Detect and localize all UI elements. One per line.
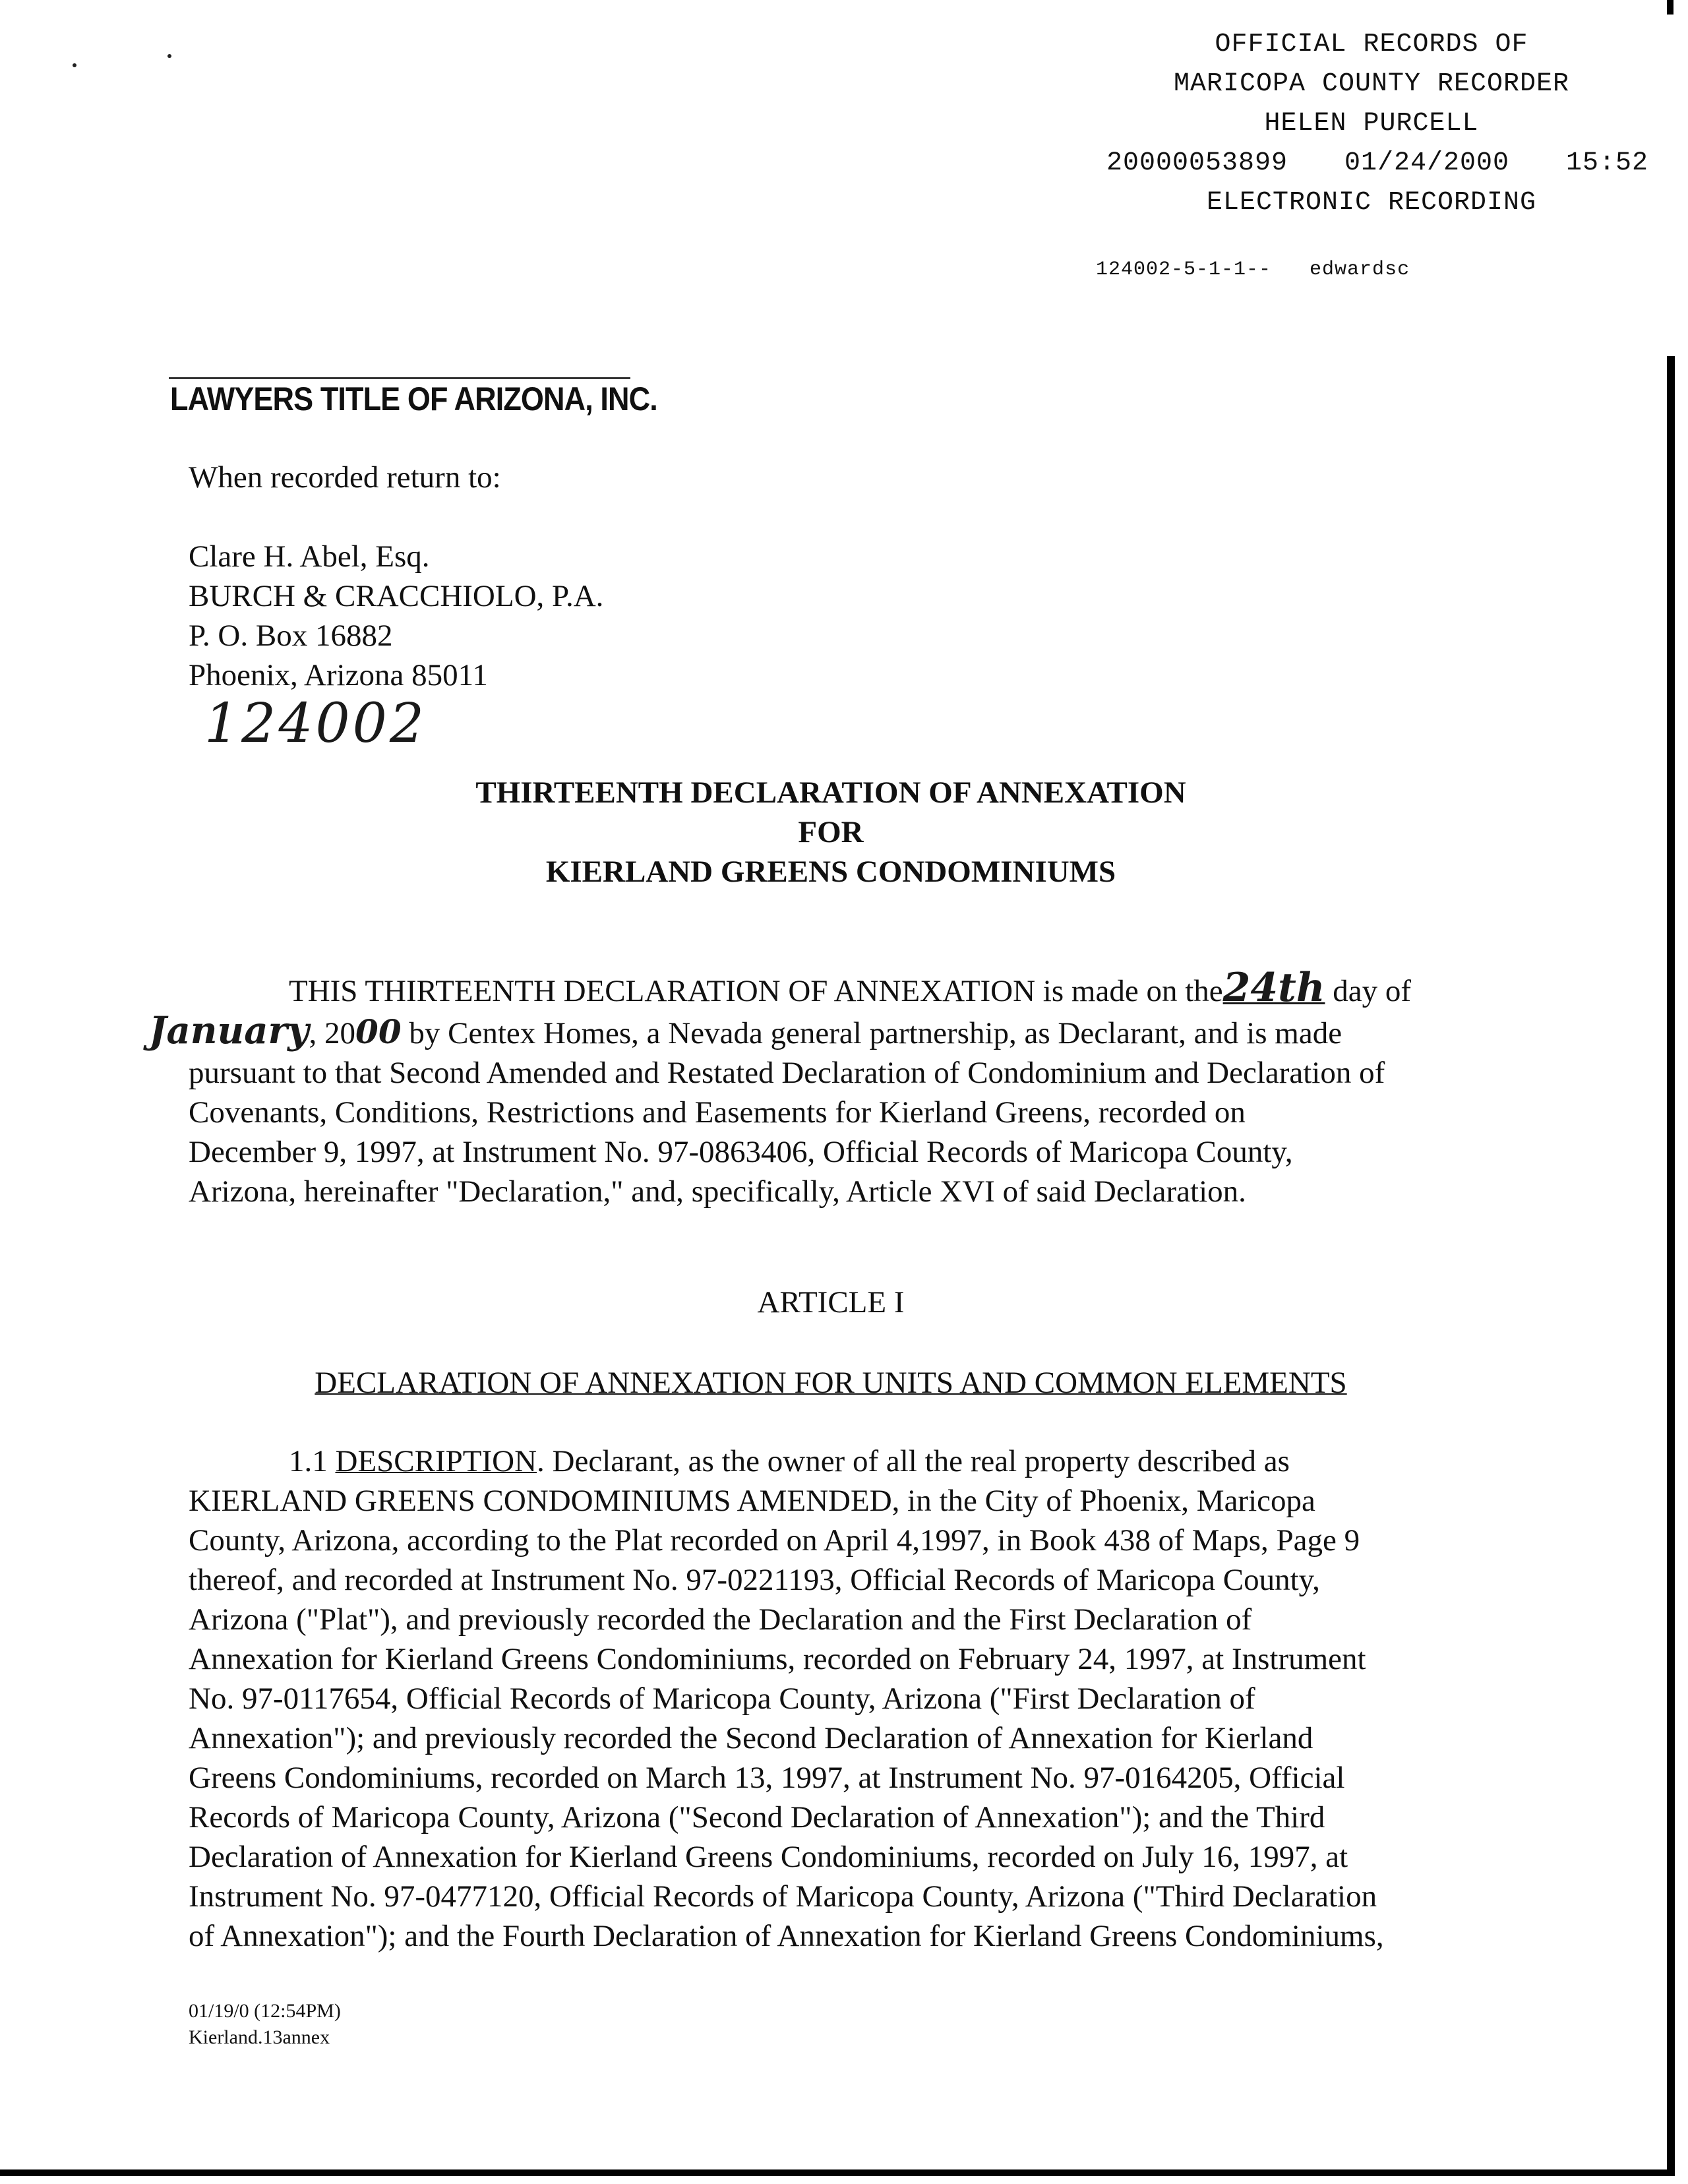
recorder-date: 01/24/2000 [1344,148,1510,178]
recorder-time: 15:52 [1565,148,1648,178]
section-line-6: Annexation for Kierland Greens Condominiums, recorded on February 24, 1997, at Instrument [189,1642,1366,1676]
return-address-block [189,537,603,695]
recorder-line-4 [1095,144,1648,183]
address-line-2: BURCH & CRACCHIOLO, P.A. [189,579,604,613]
section-line-1 [189,1441,1507,1481]
section-line-3: County, Arizona, according to the Plat recorded on April 4,1997, in Book 438 of Maps, Page 9 [189,1523,1360,1558]
document-title [0,773,1662,892]
section-line-9: Greens Condominiums, recorded on March 13, 1997, at Instrument No. 97-0164205, Official [189,1761,1345,1795]
footer-line-2: Kierland.13annex [189,2026,330,2048]
recorder-line-5: ELECTRONIC RECORDING [1206,188,1537,218]
recorder-line-2: MARICOPA COUNTY RECORDER [1173,69,1570,99]
address-line-3: P. O. Box 16882 [189,619,393,653]
scan-corner-mark [1667,0,1673,15]
intro-text-2b: by Centex Homes, a Nevada general partnership, as Declarant, and is made [401,1016,1342,1050]
section-line-11: Declaration of Annexation for Kierland Greens Condominiums, recorded on July 16, 1997, at [189,1840,1348,1874]
scan-bottom-border [0,2169,1675,2176]
intro-line-2 [149,1009,1494,1053]
section-line-2: KIERLAND GREENS CONDOMINIUMS AMENDED, in the City of Phoenix, Maricopa [189,1484,1315,1518]
intro-line-4: Covenants, Conditions, Restrictions and Easements for Kierland Greens, recorded on [189,1095,1246,1130]
recorder-line-3: HELEN PURCELL [1264,109,1479,138]
recorder-ref-user: edwardsc [1310,258,1410,281]
intro-line-1 [189,965,1494,1011]
article-heading: ARTICLE I [757,1285,905,1320]
intro-text-2a: , 20 [309,1016,356,1050]
return-to-label: When recorded return to: [189,460,501,495]
section-line-13: of Annexation"); and the Fourth Declaration of Annexation for Kierland Greens Condominiums, [189,1919,1384,1953]
intro-paragraph [149,965,1494,1211]
section-line-10: Records of Maricopa County, Arizona ("Second Declaration of Annexation"); and the Third [189,1800,1325,1835]
section-line-7: No. 97-0117654, Official Records of Maricopa County, Arizona ("First Declaration of [189,1682,1255,1716]
recorder-ref-code: 124002-5-1-1-- [1096,258,1272,281]
intro-text-1a: THIS THIRTEENTH DECLARATION OF ANNEXATION is made on the [289,974,1223,1008]
recorder-line-1: OFFICIAL RECORDS OF [1215,30,1528,59]
scan-speck [167,54,171,58]
address-line-4: Phoenix, Arizona 85011 [189,658,488,692]
handwritten-day: 24th [1222,965,1325,1011]
section-line-12: Instrument No. 97-0477120, Official Records of Maricopa County, Arizona ("Third Declaration [189,1879,1377,1914]
section-1-1 [189,1441,1507,1956]
recorder-reference [1096,258,1410,281]
title-company-rule [169,377,630,379]
section-line-8: Annexation"); and previously recorded the Second Declaration of Annexation for Kierland [189,1721,1313,1755]
address-line-1: Clare H. Abel, Esq. [189,539,430,574]
section-number: 1.1 [289,1444,328,1478]
section-title: DESCRIPTION [335,1444,537,1478]
intro-line-5: December 9, 1997, at Instrument No. 97-0863406, Official Records of Maricopa County, [189,1135,1293,1169]
article-subheading: DECLARATION OF ANNEXATION FOR UNITS AND COMMON ELEMENTS [315,1366,1347,1400]
handwritten-month: January [149,1009,309,1052]
document-title-line-1: THIRTEENTH DECLARATION OF ANNEXATION [475,775,1186,810]
title-company-stamp: LAWYERS TITLE OF ARIZONA, INC. [170,380,657,417]
recorder-doc-number: 20000053899 [1106,148,1288,178]
section-line-4: thereof, and recorded at Instrument No. 97-0221193, Official Records of Maricopa County, [189,1563,1320,1597]
footer-line-1: 01/19/0 (12:54PM) [189,2000,341,2022]
document-title-line-2: FOR [798,815,864,849]
scan-speck [73,63,76,67]
document-title-line-3: KIERLAND GREENS CONDOMINIUMS [545,855,1116,889]
scan-right-border [1667,356,1675,2176]
section-first-text: . Declarant, as the owner of all the real property described as [537,1444,1290,1478]
section-line-5: Arizona ("Plat"), and previously recorded the Declaration and the First Declaration of [189,1602,1252,1637]
intro-line-6: Arizona, hereinafter "Declaration," and, specifically, Article XVI of said Declaration. [189,1174,1246,1209]
footer-note [189,1998,341,2051]
intro-line-3: pursuant to that Second Amended and Restated Declaration of Condominium and Declaration of [189,1056,1385,1090]
recorder-stamp [1095,25,1648,223]
handwritten-file-number: 124002 [204,692,427,755]
intro-text-1b: day of [1333,974,1411,1008]
handwritten-year: 00 [355,1012,402,1051]
